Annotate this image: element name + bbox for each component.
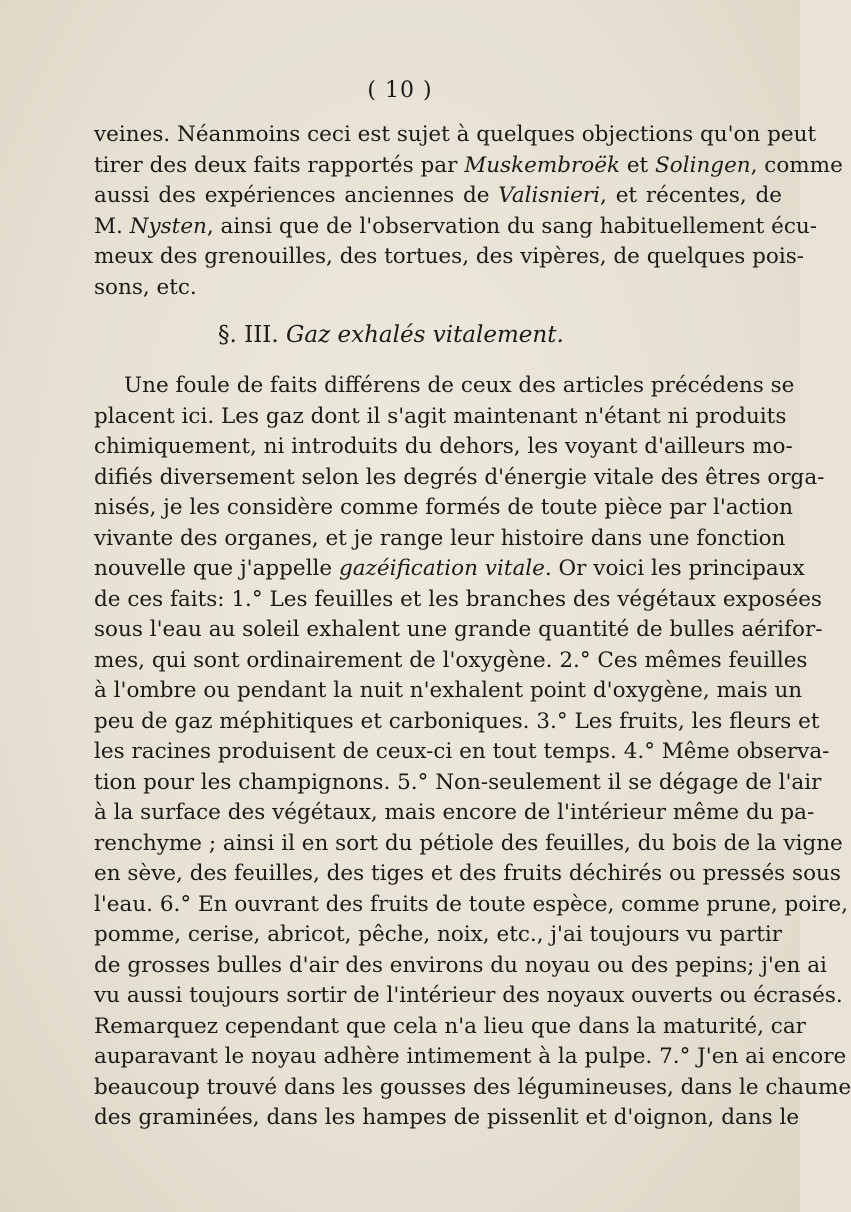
text-line: placent ici. Les gaz dont il s'agit maintenant n'étant ni produits xyxy=(94,403,787,429)
section-title: Gaz exhalés vitalement. xyxy=(286,322,564,348)
text-line: tion pour les champignons. 5.° Non-seulement il se dégage de l'air xyxy=(94,769,822,795)
text-line: M. Nysten, ainsi que de l'observation du sang habituellement écu- xyxy=(94,213,818,239)
section-number: §. III. xyxy=(218,322,279,348)
paragraph-continuation xyxy=(94,120,843,303)
text-line: de ces faits: 1.° Les feuilles et les branches des végétaux exposées xyxy=(94,586,822,612)
section-heading xyxy=(218,322,564,348)
page-number: ( 10 ) xyxy=(367,78,433,103)
text-line: tirer des deux faits rapportés par Muskembroëk et Solingen, comme xyxy=(94,152,843,178)
text-line: des graminées, dans les hampes de pissenlit et d'oignon, dans le xyxy=(94,1105,800,1130)
text-line: nisés, je les considère comme formés de toute pièce par l'action xyxy=(94,495,793,520)
text-line: Une foule de faits différens de ceux des articles précédens se xyxy=(124,373,795,398)
text-line: veines. Néanmoins ceci est sujet à quelques objections qu'on peut xyxy=(94,122,817,147)
text-line: mes, qui sont ordinairement de l'oxygène. 2.° Ces mêmes feuilles xyxy=(94,647,808,673)
paragraph-gaz-exhales xyxy=(94,371,851,1134)
text-line: aussi des expériences anciennes de Valisnieri, et récentes, de xyxy=(94,183,783,208)
text-line: beaucoup trouvé dans les gousses des légumineuses, dans le chaume xyxy=(94,1074,851,1100)
text-line: vu aussi toujours sortir de l'intérieur des noyaux ouverts ou écrasés. xyxy=(94,983,843,1008)
text-line: auparavant le noyau adhère intimement à la pulpe. 7.° J'en ai encore xyxy=(94,1044,847,1069)
text-line: vivante des organes, et je range leur histoire dans une fonction xyxy=(94,525,786,551)
text-line: les racines produisent de ceux-ci en tout temps. 4.° Même observa- xyxy=(94,739,830,764)
text-line: sous l'eau au soleil exhalent une grande quantité de bulles aérifor- xyxy=(94,617,823,642)
text-line: nouvelle que j'appelle gazéification vitale. Or voici les principaux xyxy=(94,556,805,581)
text-line: à l'ombre ou pendant la nuit n'exhalent point d'oxygène, mais un xyxy=(94,678,803,703)
text-line: difiés diversement selon les degrés d'énergie vitale des êtres orga- xyxy=(94,464,825,490)
text-line: Remarquez cependant que cela n'a lieu que dans la maturité, car xyxy=(94,1013,806,1039)
text-line: pomme, cerise, abricot, pêche, noix, etc., j'ai toujours vu partir xyxy=(94,922,782,947)
text-line: en sève, des feuilles, des tiges et des fruits déchirés ou pressés sous xyxy=(94,861,841,886)
text-line: renchyme ; ainsi il en sort du pétiole des feuilles, du bois de la vigne xyxy=(94,830,843,856)
text-line: à la surface des végétaux, mais encore de l'intérieur même du pa- xyxy=(94,800,815,825)
text-line: de grosses bulles d'air des environs du noyau ou des pepins; j'en ai xyxy=(94,952,827,978)
text-line: peu de gaz méphitiques et carboniques. 3.° Les fruits, les fleurs et xyxy=(94,708,820,734)
text-line: sons, etc. xyxy=(94,274,197,300)
text-line: meux des grenouilles, des tortues, des vipères, de quelques pois- xyxy=(94,244,805,269)
text-line: chimiquement, ni introduits du dehors, les voyant d'ailleurs mo- xyxy=(94,434,793,459)
text-line: l'eau. 6.° En ouvrant des fruits de toute espèce, comme prune, poire, xyxy=(94,891,848,917)
